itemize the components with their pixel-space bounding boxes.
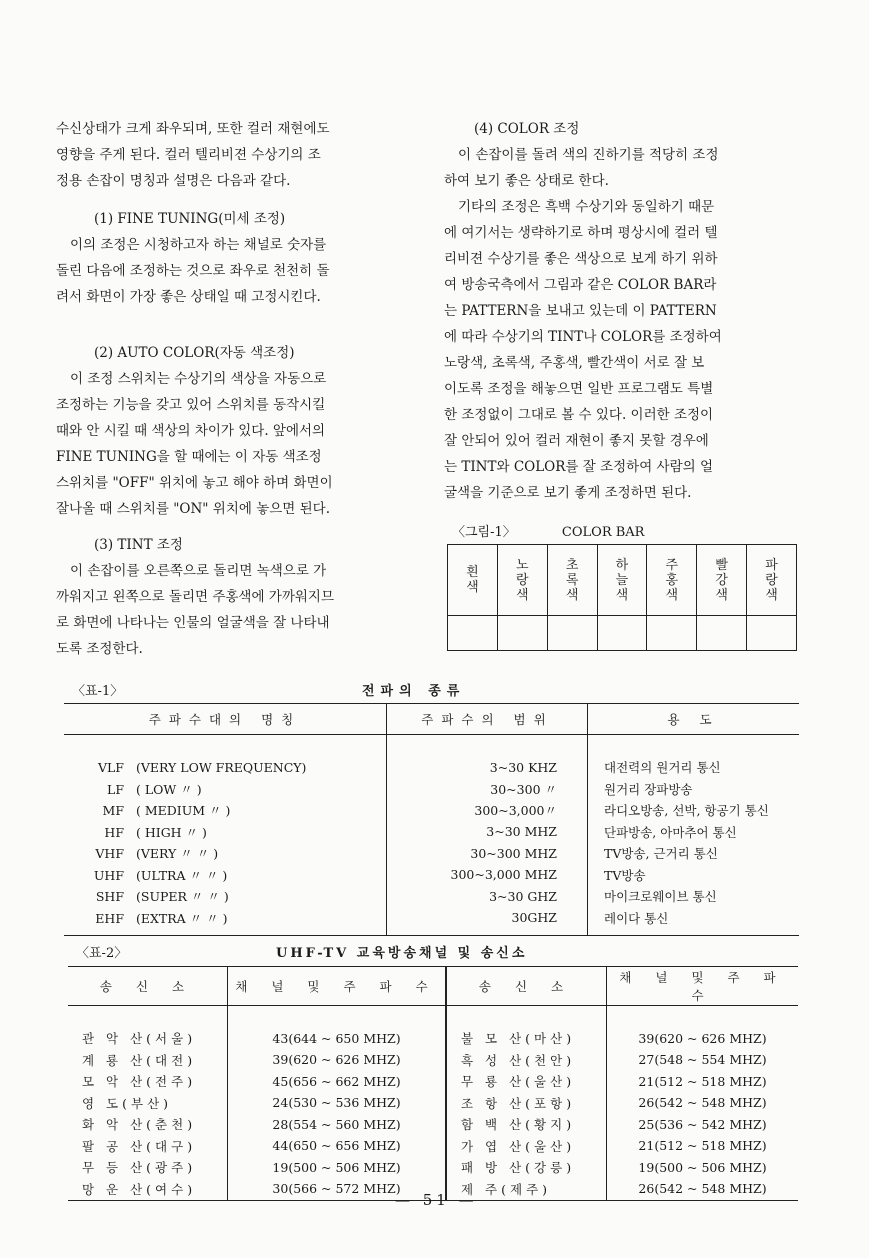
figure-title: COLOR BAR: [561, 525, 645, 540]
text-line: 스위치를 "OFF" 위치에 놓고 해야 하며 화면이: [56, 475, 333, 491]
color-bar-white: 흰 색: [448, 545, 498, 616]
right-text-column: [444, 116, 796, 506]
table-row: [68, 1157, 798, 1179]
channel-frequency: 21(512 ~ 518 MHZ): [638, 1073, 767, 1089]
column-header: 주파수대의 명칭: [64, 704, 387, 735]
table-row: [64, 864, 799, 886]
table-row: [64, 800, 799, 822]
text-line: 잘나올 때 스위치를 "ON" 위치에 놓으면 된다.: [56, 501, 330, 517]
band-abbr: VHF: [95, 846, 124, 862]
left-text-column: [56, 116, 411, 662]
figure-label: 〈그림-1〉: [452, 525, 516, 540]
auto-color-paragraph: [56, 366, 411, 522]
channel-frequency: 28(554 ~ 560 MHZ): [228, 1114, 447, 1136]
band-abbr: LF: [107, 781, 124, 797]
channel-frequency: 39(620 ~ 626 MHZ): [228, 1049, 447, 1071]
band-abbr: SHF: [95, 889, 124, 905]
color-bar-yellow: 노 랑 색: [497, 545, 547, 616]
band-name: ( LOW 〃 ): [136, 781, 202, 797]
column-header: 송 신 소: [446, 967, 607, 1006]
text-line: 이 손잡이를 오른쪽으로 돌리면 녹색으로 가: [70, 563, 327, 579]
table-row: [68, 1114, 798, 1136]
color-bar-orange: 주 홍 색: [647, 545, 697, 616]
band-abbr: VLF: [97, 759, 124, 775]
channel-frequency: 19(500 ~ 506 MHZ): [228, 1157, 447, 1179]
station-name: 망 운 산(여수): [68, 1178, 228, 1200]
text-line: 이 조정 스위치는 수상기의 색상을 자동으로: [70, 371, 327, 387]
usage: 레이다 통신: [588, 907, 800, 935]
table2-title: UHF-TV 교육방송채널 및 송신소: [276, 946, 528, 961]
table2-label: 〈표-2〉: [76, 946, 128, 961]
color-bar-cyan: 하 늘 색: [597, 545, 647, 616]
channel-frequency: 26(542 ~ 548 MHZ): [638, 1095, 767, 1111]
frequency-range: 3~30 MHZ: [387, 821, 588, 843]
usage: TV방송, 근거리 통신: [604, 846, 718, 862]
column-header: 채 널 및 주 파 수: [228, 967, 447, 1006]
station-name: 팔 공 산(대구): [68, 1135, 228, 1157]
table-row: [64, 757, 799, 779]
table-row: [68, 1006, 798, 1028]
station-name: 무 등 산(광주): [68, 1157, 228, 1179]
tint-paragraph: [56, 558, 411, 662]
band-name: (VERY 〃 〃 ): [136, 846, 219, 862]
text-line: 로 화면에 나타나는 인물의 얼굴색을 잘 나타내: [56, 615, 330, 631]
color-bar-empty-cell: [597, 616, 647, 651]
uhf-tv-stations-table: [68, 966, 798, 1201]
table-row: [64, 735, 799, 757]
channel-frequency: 45(656 ~ 662 MHZ): [228, 1071, 447, 1093]
band-name: (SUPER 〃 〃 ): [136, 889, 229, 905]
column-header: 채 널 및 주 파 수: [607, 967, 799, 1006]
section-heading-auto-color: (2) AUTO COLOR(자동 색조정): [94, 345, 295, 361]
color-bar-green: 초 록 색: [547, 545, 597, 616]
text-line: 기타의 조정은 흑백 수상기와 동일하기 때문: [458, 199, 715, 215]
column-header: 용 도: [588, 704, 800, 735]
table1-label: 〈표-1〉: [72, 684, 124, 699]
table-row: [64, 843, 799, 865]
station-name: 패 방 산(강릉): [446, 1157, 607, 1179]
table-row: [64, 821, 799, 843]
usage: 라디오방송, 선박, 항공기 통신: [604, 803, 769, 819]
table-row: [64, 778, 799, 800]
text-line: 까워지고 왼쪽으로 돌리면 주홍색에 가까워지므: [56, 589, 334, 605]
station-name: 함 백 산(황지): [446, 1114, 607, 1136]
frequency-range: 30GHZ: [387, 907, 588, 935]
band-abbr: EHF: [95, 910, 124, 926]
channel-frequency: 44(650 ~ 656 MHZ): [228, 1135, 447, 1157]
text-line: 영향을 주게 된다. 컬러 텔리비젼 수상기의 조: [56, 147, 321, 163]
text-line: 에 여기서는 생략하기로 하며 평상시에 컬러 텔: [444, 225, 718, 241]
frequency-range: 3~30 GHZ: [387, 886, 588, 908]
band-abbr: HF: [104, 824, 124, 840]
text-line: 돌린 다음에 조정하는 것으로 좌우로 천천히 돌: [56, 263, 330, 279]
other-adjustments-paragraph: [444, 194, 796, 506]
channel-frequency: 26(542 ~ 548 MHZ): [607, 1178, 799, 1200]
page-number: — 51 —: [395, 1191, 478, 1209]
station-name: 불 모 산(마산): [446, 1028, 607, 1050]
band-name: (ULTRA 〃 〃 ): [136, 867, 228, 883]
text-line: 굴색을 기준으로 보기 좋게 조정하면 된다.: [444, 485, 692, 501]
fine-tuning-paragraph: [56, 232, 411, 310]
text-line: 하여 보기 좋은 상태로 한다.: [444, 173, 609, 189]
table-row: [68, 1135, 798, 1157]
text-line: 에 따라 수상기의 TINT나 COLOR를 조정하여: [444, 329, 722, 345]
color-bar-empty-cell: [647, 616, 697, 651]
band-abbr: UHF: [93, 867, 124, 883]
text-line: 리비젼 수상기를 좋은 색상으로 보게 하기 위하: [444, 251, 718, 267]
text-line: 는 PATTERN을 보내고 있는데 이 PATTERN: [444, 303, 717, 319]
table-header-row: [68, 967, 798, 1006]
usage: 원거리 장파방송: [604, 781, 693, 797]
color-bar-red: 빨 강 색: [697, 545, 747, 616]
color-bar-empty-cell: [547, 616, 597, 651]
text-line: 정용 손잡이 명칭과 설명은 다음과 같다.: [56, 173, 291, 189]
station-name: 영 도(부산): [68, 1092, 228, 1114]
text-line: 노랑색, 초록색, 주홍색, 빨간색이 서로 잘 보: [444, 355, 705, 371]
channel-frequency: 43(644 ~ 650 MHZ): [228, 1028, 447, 1050]
radio-wave-types-table: [64, 703, 799, 936]
station-name: 제 주(제주): [446, 1178, 607, 1200]
color-bar-empty-cell: [747, 616, 797, 651]
text-line: FINE TUNING을 할 때에는 이 자동 색조정: [56, 449, 322, 465]
section-heading-fine-tuning: (1) FINE TUNING(미세 조정): [94, 211, 286, 227]
usage: 단파방송, 아마추어 통신: [604, 824, 737, 840]
station-name: 관 악 산(서울): [68, 1028, 228, 1050]
frequency-range: 30~300 〃: [387, 778, 588, 800]
text-line: 잘 안되어 있어 컬러 재현이 좋지 못할 경우에: [444, 433, 709, 449]
text-line: 려서 화면이 가장 좋은 상태일 때 고정시킨다.: [56, 289, 321, 305]
band-abbr: MF: [102, 803, 124, 819]
table-header-row: [64, 704, 799, 735]
table-row: [64, 886, 799, 908]
frequency-range: 300~3,000 MHZ: [387, 864, 588, 886]
band-name: (VERY LOW FREQUENCY): [136, 759, 307, 775]
channel-frequency: 24(530 ~ 536 MHZ): [228, 1092, 447, 1114]
text-line: 이의 조정은 시청하고자 하는 채널로 숫자를: [70, 237, 327, 253]
station-name: 가 엽 산(울산): [446, 1135, 607, 1157]
text-line: 수신상태가 크게 좌우되며, 또한 컬러 재현에도: [56, 121, 330, 137]
table-row: [68, 1028, 798, 1050]
color-bar-blue: 파 랑 색: [747, 545, 797, 616]
station-name: 무 룡 산(울산): [446, 1071, 607, 1093]
text-line: 한 조정없이 그대로 볼 수 있다. 이러한 조정이: [444, 407, 714, 423]
color-bar-empty-cell: [497, 616, 547, 651]
band-name: (EXTRA 〃 〃 ): [136, 910, 228, 926]
band-name: ( HIGH 〃 ): [136, 824, 207, 840]
frequency-range: 300~3,000〃: [387, 800, 588, 822]
color-bar-figure: [447, 544, 797, 651]
text-line: 도록 조정한다.: [56, 641, 143, 657]
station-name: 흑 성 산(천안): [446, 1049, 607, 1071]
table-row: [68, 1049, 798, 1071]
table1-title: 전파의 종류: [362, 684, 466, 699]
text-line: 이 손잡이를 돌려 색의 진하기를 적당히 조정: [458, 147, 719, 163]
section-heading-tint: (3) TINT 조정: [94, 537, 183, 553]
station-name: 조 항 산(포항): [446, 1092, 607, 1114]
intro-paragraph: [56, 116, 411, 194]
color-paragraph: [444, 142, 796, 194]
text-line: 여 방송국측에서 그림과 같은 COLOR BAR라: [444, 277, 717, 293]
usage: 마이크로웨이브 통신: [604, 889, 717, 905]
station-name: 계 룡 산(대전): [68, 1049, 228, 1071]
usage: 대전력의 원거리 통신: [604, 760, 721, 776]
channel-frequency: 19(500 ~ 506 MHZ): [638, 1159, 767, 1175]
channel-frequency: 27(548 ~ 554 MHZ): [638, 1052, 767, 1068]
channel-frequency: 39(620 ~ 626 MHZ): [638, 1030, 767, 1046]
band-name: ( MEDIUM 〃 ): [136, 803, 231, 819]
table-row: [68, 1092, 798, 1114]
channel-frequency: 25(536 ~ 542 MHZ): [638, 1116, 767, 1132]
frequency-range: 3~30 KHZ: [387, 757, 588, 779]
channel-frequency: 30(566 ~ 572 MHZ): [228, 1178, 447, 1200]
text-line: 조정하는 기능을 갖고 있어 스위치를 동작시킬: [56, 397, 326, 413]
frequency-range: 30~300 MHZ: [387, 843, 588, 865]
column-header: 주파수의 범위: [387, 704, 588, 735]
table-row: [68, 1071, 798, 1093]
usage: TV방송: [604, 867, 646, 883]
section-heading-color: (4) COLOR 조정: [474, 121, 580, 137]
station-name: 모 악 산(전주): [68, 1071, 228, 1093]
table-row: [64, 907, 799, 935]
text-line: 이도록 조정을 해놓으면 일반 프로그램도 특별: [444, 381, 714, 397]
column-header: 송 신 소: [68, 967, 228, 1006]
station-name: 화 악 산(춘천): [68, 1114, 228, 1136]
color-bar-empty-cell: [448, 616, 498, 651]
channel-frequency: 21(512 ~ 518 MHZ): [638, 1138, 767, 1154]
text-line: 는 TINT와 COLOR를 잘 조정하여 사람의 얼: [444, 459, 713, 475]
text-line: 때와 안 시킬 때 색상의 차이가 있다. 앞에서의: [56, 423, 326, 439]
color-bar-empty-cell: [697, 616, 747, 651]
figure-caption: [452, 521, 644, 540]
